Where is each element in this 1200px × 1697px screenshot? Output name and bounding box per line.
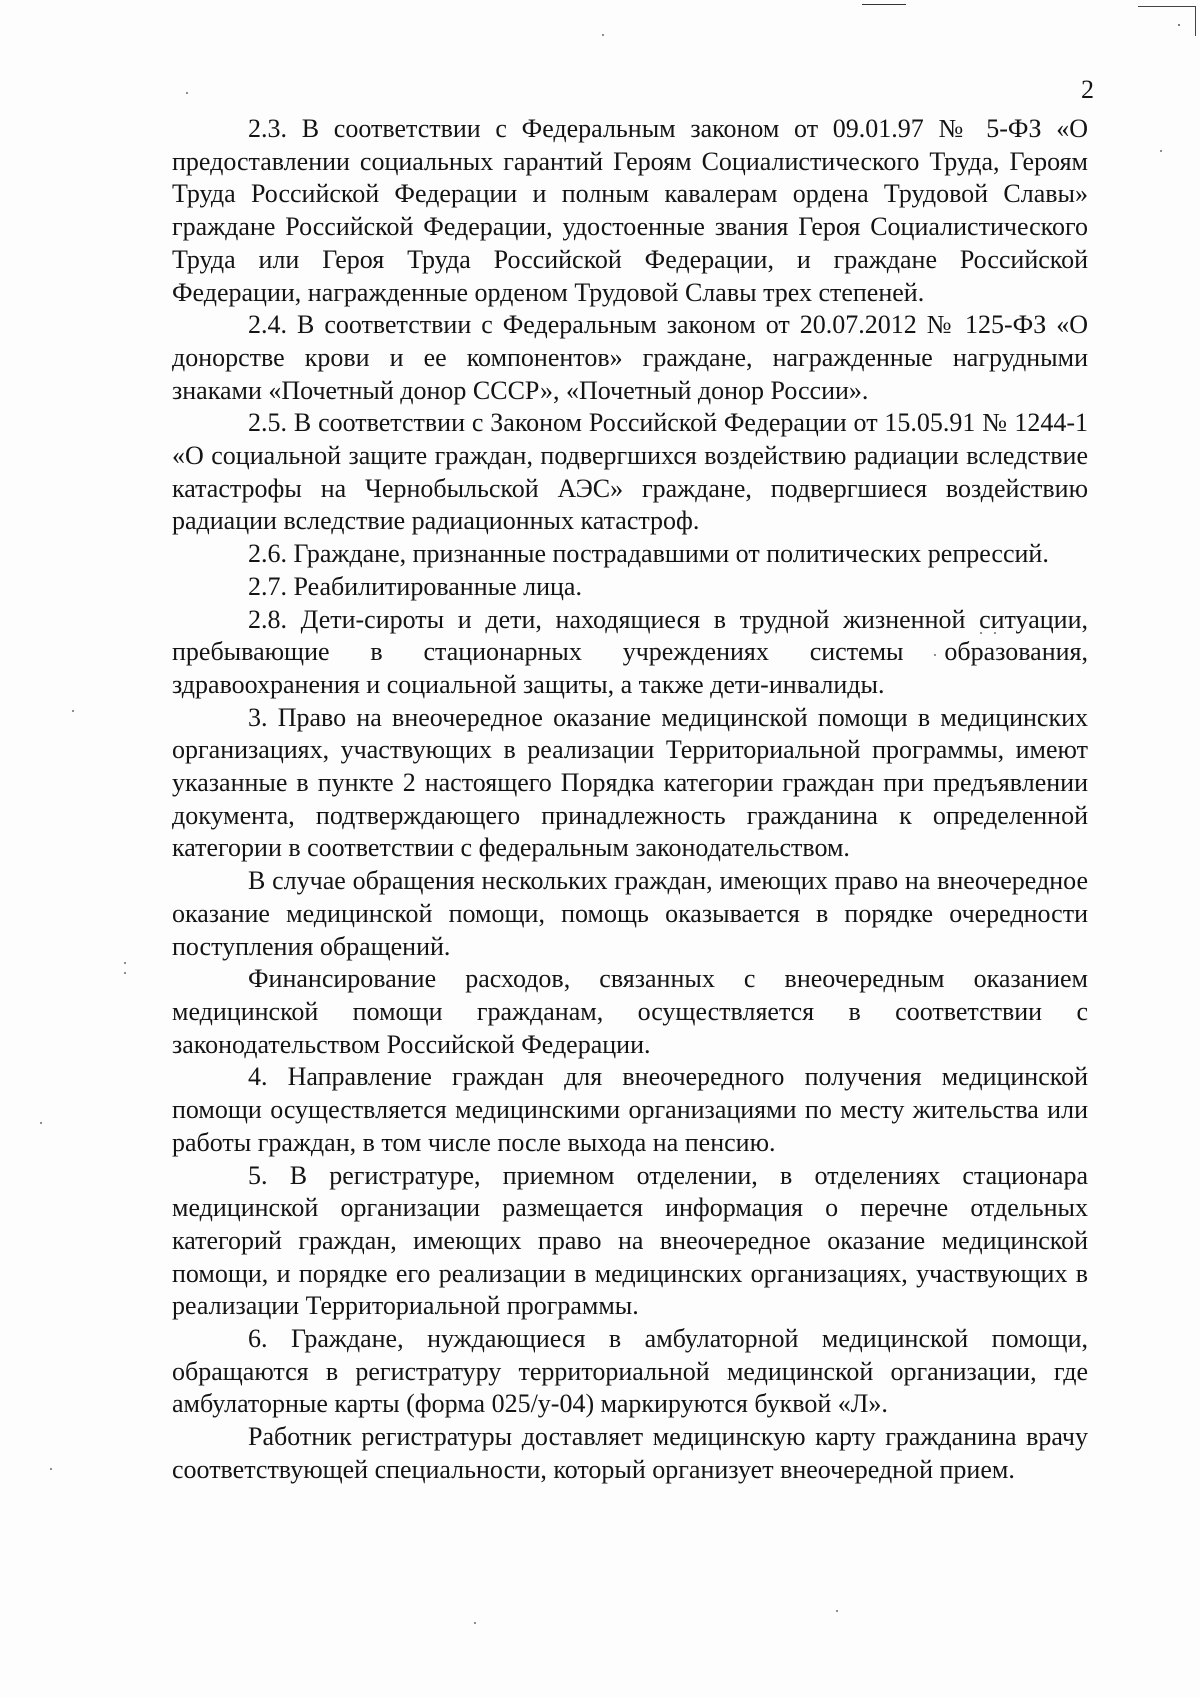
scan-speck (50, 1468, 52, 1470)
paragraph-3: 3. Право на внеочередное оказание медицинской помощи в медицинских организациях, участвующих в реализации Территориальной программы, имеют указанные в пункте 2 настоящего Порядка категории граждан при предъявлении документа, подтверждающего принадлежность гражданина к определенной категории в соответствии с федеральным законодательством. (172, 702, 1088, 863)
paragraph-6: 6. Граждане, нуждающиеся в амбулаторной медицинской помощи, обращаются в регистратуру территориальной медицинской организации, где амбулаторные карты (форма 025/у-04) маркируются буквой «Л». (172, 1324, 1088, 1419)
scan-speck (836, 1610, 838, 1612)
scan-speck (474, 1622, 476, 1624)
page-number: 2 (1081, 75, 1094, 104)
scan-speck (40, 1122, 42, 1124)
paragraph-2-3: 2.3. В соответствии с Федеральным законом от 09.01.97 № 5-ФЗ «О предоставлении социальных гарантий Героям Социалистического Труда, Героям Труда Российской Федерации и полным кавалерам ордена Трудовой Славы» граждане Российской Федерации, удостоенные звания Героя Социалистического Труда или Героя Труда Российской Федерации, и граждане Российской Федерации, награжденные орденом Трудовой Славы трех степеней. (172, 114, 1088, 307)
scan-speck (72, 710, 74, 712)
scan-speck (124, 962, 126, 964)
paragraph-3-multiple-requests: В случае обращения нескольких граждан, имеющих право на внеочередное оказание медицинской помощи, помощь оказывается в порядке очередности поступления обращений. (172, 866, 1088, 961)
paragraph-2-5: 2.5. В соответствии с Законом Российской Федерации от 15.05.91 № 1244-1 «О социальной защите граждан, подвергшихся воздействию радиации вследствие катастрофы на Чернобыльской АЭС» граждане, подвергшиеся воздействию радиации вследствие радиационных катастроф. (172, 408, 1088, 536)
scan-top-mark (862, 4, 906, 5)
paragraph-6-registry-worker: Работник регистратуры доставляет медицинскую карту гражданина врачу соответствующей специальности, который организует внеочередной прием. (172, 1422, 1088, 1484)
paragraph-2-6: 2.6. Граждане, признанные пострадавшими от политических репрессий. (248, 539, 1049, 569)
scan-speck (186, 92, 188, 94)
paragraph-3-financing: Финансирование расходов, связанных с внеочередным оказанием медицинской помощи гражданам, осуществляется в соответствии с законодательством Российской Федерации. (172, 964, 1088, 1059)
paragraph-4: 4. Направление граждан для внеочередного получения медицинской помощи осуществляется медицинскими организациями по месту жительства или работы граждан, в том числе после выхода на пенсию. (172, 1062, 1088, 1157)
scan-corner-mark (1138, 6, 1196, 36)
scan-corner-dot (1178, 24, 1180, 26)
document-body (172, 113, 1088, 1487)
paragraph-2-7: 2.7. Реабилитированные лица. (248, 571, 582, 601)
scan-speck (124, 972, 126, 974)
paragraph-2-8: 2.8. Дети-сироты и дети, находящиеся в трудной жизненной ситуации, пребывающие в стационарных учреждениях системы образования, здравоохранения и социальной защиты, а также дети-инвалиды. (172, 604, 1088, 699)
paragraph-5: 5. В регистратуре, приемном отделении, в отделениях стационара медицинской организации размещается информация о перечне отдельных категорий граждан, имеющих право на внеочередное оказание медицинской помощи, и порядке его реализации в медицинских организациях, участвующих в реализации Территориальной программы. (172, 1160, 1088, 1321)
scan-speck (602, 34, 604, 36)
scan-speck (1160, 150, 1162, 152)
paragraph-2-4: 2.4. В соответствии с Федеральным законом от 20.07.2012 № 125-ФЗ «О донорстве крови и ее компонентов» граждане, награжденные нагрудными знаками «Почетный донор СССР», «Почетный донор России». (172, 310, 1088, 405)
